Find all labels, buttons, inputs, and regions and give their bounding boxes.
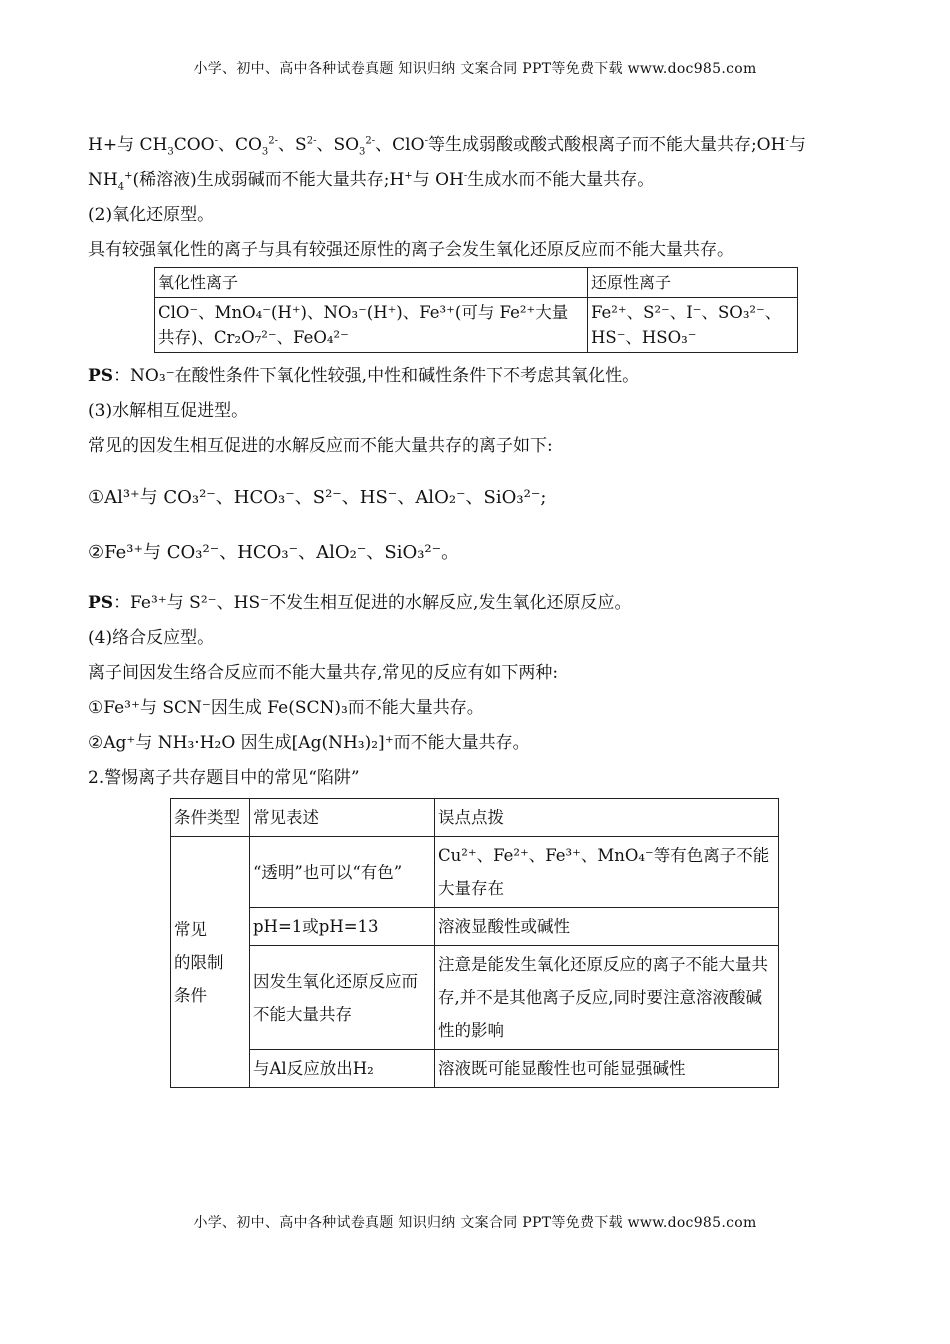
sec3-title: (3)水解相互促进型。 bbox=[88, 401, 249, 421]
trap-table bbox=[170, 798, 779, 1088]
hydrolysis-fe: ②Fe³⁺与 CO₃²⁻、HCO₃⁻、AlO₂⁻、SiO₃²⁻。 bbox=[88, 542, 460, 563]
sec4-desc: 离子间因发生络合反应而不能大量共存,常见的反应有如下两种: bbox=[88, 663, 559, 683]
ps-note-1: PS：NO₃⁻在酸性条件下氧化性较强,中性和碱性条件下不考虑其氧化性。 bbox=[88, 366, 640, 386]
trap-title: 2.警惕离子共存题目中的常见“陷阱” bbox=[88, 768, 360, 788]
hint-al-h2: 溶液既可能显酸性也可能显强碱性 bbox=[435, 1050, 779, 1088]
expression-redox: 因发生氧化还原反应而不能大量共存 bbox=[250, 946, 435, 1050]
oxidizing-ions: ClO⁻、MnO₄⁻(H⁺)、NO₃⁻(H⁺)、Fe³⁺(可与 Fe²⁺大量共存)、Cr₂O₇²⁻、FeO₄²⁻ bbox=[155, 298, 588, 353]
col-type-header: 条件类型 bbox=[171, 799, 250, 837]
expression-al-h2: 与Al反应放出H₂ bbox=[250, 1050, 435, 1088]
page-header: 小学、初中、高中各种试卷真题 知识归纳 文案合同 PPT等免费下载 www.doc985.com bbox=[193, 61, 757, 77]
complex-ag: ②Ag⁺与 NH₃·H₂O 因生成[Ag(NH₃)₂]⁺而不能大量共存。 bbox=[88, 733, 530, 753]
col-expression-header: 常见表述 bbox=[250, 799, 435, 837]
sec2-desc: 具有较强氧化性的离子与具有较强还原性的离子会发生氧化还原反应而不能大量共存。 bbox=[88, 240, 734, 260]
sec3-desc: 常见的因发生相互促进的水解反应而不能大量共存的离子如下: bbox=[88, 436, 553, 456]
reducing-header: 还原性离子 bbox=[588, 268, 798, 298]
expression-ph: pH=1或pH=13 bbox=[250, 908, 435, 946]
hint-redox: 注意是能发生氧化还原反应的离子不能大量共存,并不是其他离子反应,同时要注意溶液酸碱性的影响 bbox=[435, 946, 779, 1050]
expression-transparent: “透明”也可以“有色” bbox=[250, 837, 435, 908]
page-footer: 小学、初中、高中各种试卷真题 知识归纳 文案合同 PPT等免费下载 www.doc985.com bbox=[193, 1215, 757, 1231]
hint-colored-ions: Cu²⁺、Fe²⁺、Fe³⁺、MnO₄⁻等有色离子不能大量存在 bbox=[435, 837, 779, 908]
hint-acid-base: 溶液显酸性或碱性 bbox=[435, 908, 779, 946]
ps-note-2: PS：Fe³⁺与 S²⁻、HS⁻不发生相互促进的水解反应,发生氧化还原反应。 bbox=[88, 593, 632, 613]
hydrolysis-al: ①Al³⁺与 CO₃²⁻、HCO₃⁻、S²⁻、HS⁻、AlO₂⁻、SiO₃²⁻; bbox=[88, 487, 547, 508]
para1-line2: $NH_4^+$(稀溶液)生成弱碱而不能大量共存;H+与 OH-生成水而不能大量共存。 bbox=[88, 170, 655, 193]
reducing-ions: Fe²⁺、S²⁻、I⁻、SO₃²⁻、HS⁻、HSO₃⁻ bbox=[588, 298, 798, 353]
para1-line1: H+与 $CH_3COO^-$、$CO_3^{2-}$、$S^{2-}$、$SO_3^{2-}$、ClO-等生成弱酸或酸式酸根离子而不能大量共存;OH-与 bbox=[88, 135, 806, 158]
sec4-title: (4)络合反应型。 bbox=[88, 628, 215, 648]
col-hint-header: 误点点拨 bbox=[435, 799, 779, 837]
complex-scn: ①Fe³⁺与 SCN⁻因生成 Fe(SCN)₃而不能大量共存。 bbox=[88, 698, 484, 718]
condition-type: 常见 的限制 条件 bbox=[171, 837, 250, 1088]
redox-ion-table bbox=[154, 267, 798, 353]
oxidizing-header: 氧化性离子 bbox=[155, 268, 588, 298]
sec2-title: (2)氧化还原型。 bbox=[88, 205, 215, 225]
